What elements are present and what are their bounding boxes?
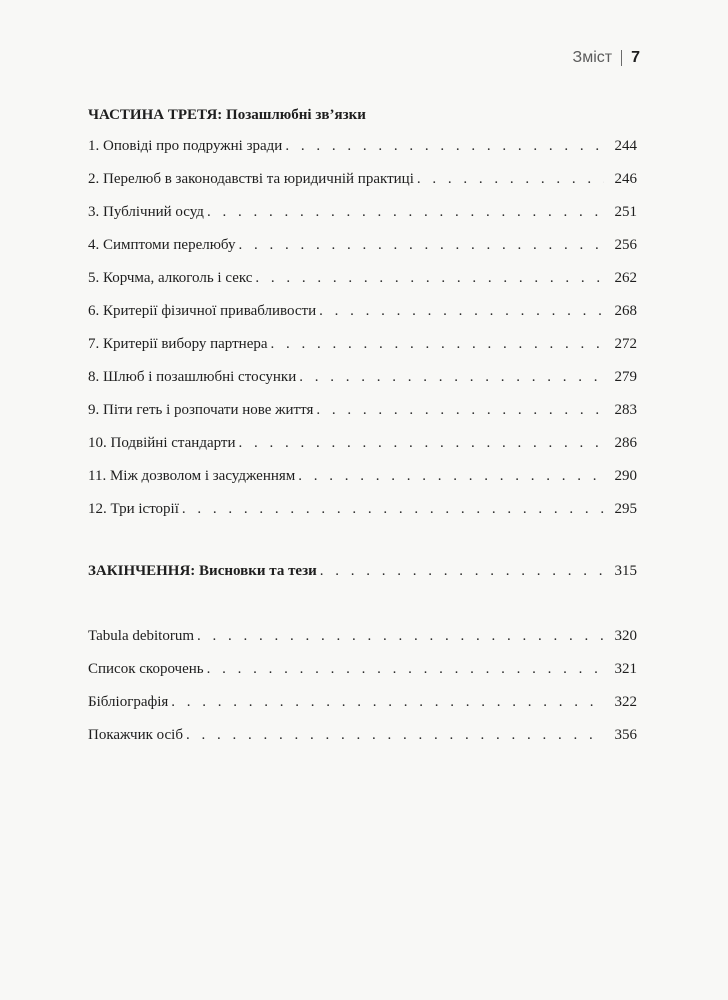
toc-entry[interactable] — [88, 719, 637, 752]
toc-entry[interactable] — [88, 262, 637, 295]
page-number: 7 — [631, 49, 640, 66]
dot-leader — [171, 686, 604, 719]
entry-page: 290 — [614, 468, 637, 484]
dot-leader — [271, 328, 604, 361]
entry-title: 8. Шлюб і позашлюбні стосунки — [88, 369, 297, 385]
toc-entry[interactable] — [88, 686, 637, 719]
entry-page: 251 — [614, 204, 637, 220]
dot-leader — [207, 196, 604, 229]
entry-title: 3. Публічний осуд — [88, 204, 204, 220]
part-entries — [88, 130, 637, 526]
entry-title: 7. Критерії вибору партнера — [88, 336, 268, 352]
entry-title: 1. Оповіді про подружні зради — [88, 138, 283, 154]
table-of-contents — [88, 100, 637, 752]
dot-leader — [316, 394, 604, 427]
toc-entry[interactable] — [88, 163, 637, 196]
entry-page: 295 — [614, 501, 637, 517]
entry-page: 262 — [614, 270, 637, 286]
entry-title: Покажчик осіб — [88, 727, 183, 743]
entry-title: 11. Між дозволом і засудженням — [88, 468, 296, 484]
dot-leader — [239, 427, 604, 460]
entry-title: ЗАКІНЧЕННЯ: Висновки та тези — [88, 563, 317, 579]
toc-entry[interactable] — [88, 620, 637, 653]
toc-entry-conclusion[interactable] — [88, 555, 637, 588]
toc-entry[interactable] — [88, 196, 637, 229]
entry-page: 315 — [614, 563, 637, 579]
entry-title: 9. Піти геть і розпочати нове життя — [88, 402, 314, 418]
entry-title: Бібліографія — [88, 694, 169, 710]
toc-entry[interactable] — [88, 427, 637, 460]
entry-title: 4. Симптоми перелюбу — [88, 237, 236, 253]
dot-leader — [182, 493, 604, 526]
entry-page: 244 — [614, 138, 637, 154]
toc-entry[interactable] — [88, 653, 637, 686]
entry-page: 283 — [614, 402, 637, 418]
entry-title: Tabula debitorum — [88, 628, 195, 644]
dot-leader — [417, 163, 604, 196]
entry-page: 279 — [614, 369, 637, 385]
entry-title: 12. Три історії — [88, 501, 179, 517]
dot-leader — [207, 653, 604, 686]
dot-leader — [298, 460, 604, 493]
dot-leader — [299, 361, 604, 394]
header-divider — [621, 50, 622, 66]
appendix-entries — [88, 620, 637, 752]
dot-leader — [285, 130, 604, 163]
toc-entry[interactable] — [88, 130, 637, 163]
entry-page: 246 — [614, 171, 637, 187]
toc-entry[interactable] — [88, 295, 637, 328]
entry-page: 272 — [614, 336, 637, 352]
toc-entry[interactable] — [88, 328, 637, 361]
entry-page: 320 — [614, 628, 637, 644]
entry-title: 10. Подвійні стандарти — [88, 435, 236, 451]
toc-entry[interactable] — [88, 493, 637, 526]
section-spacer — [88, 526, 637, 555]
entry-title: 5. Корчма, алкоголь і секс — [88, 270, 253, 286]
running-head — [573, 49, 640, 67]
entry-page: 356 — [614, 727, 637, 743]
entry-title: 2. Перелюб в законодавстві та юридичній практиці — [88, 171, 414, 187]
entry-page: 321 — [614, 661, 637, 677]
entry-page: 286 — [614, 435, 637, 451]
dot-leader — [255, 262, 604, 295]
section-spacer — [88, 588, 637, 620]
dot-leader — [186, 719, 604, 752]
entry-page: 322 — [614, 694, 637, 710]
dot-leader — [320, 555, 604, 588]
toc-entry[interactable] — [88, 229, 637, 262]
entry-page: 256 — [614, 237, 637, 253]
part-heading: ЧАСТИНА ТРЕТЯ: Позашлюбні зв’язки — [88, 107, 366, 123]
dot-leader — [239, 229, 605, 262]
dot-leader — [319, 295, 604, 328]
entry-page: 268 — [614, 303, 637, 319]
toc-entry[interactable] — [88, 394, 637, 427]
entry-title: Список скорочень — [88, 661, 204, 677]
toc-entry[interactable] — [88, 460, 637, 493]
entry-title: 6. Критерії фізичної привабливости — [88, 303, 317, 319]
dot-leader — [197, 620, 604, 653]
toc-entry[interactable] — [88, 361, 637, 394]
section-title: Зміст — [572, 49, 613, 66]
